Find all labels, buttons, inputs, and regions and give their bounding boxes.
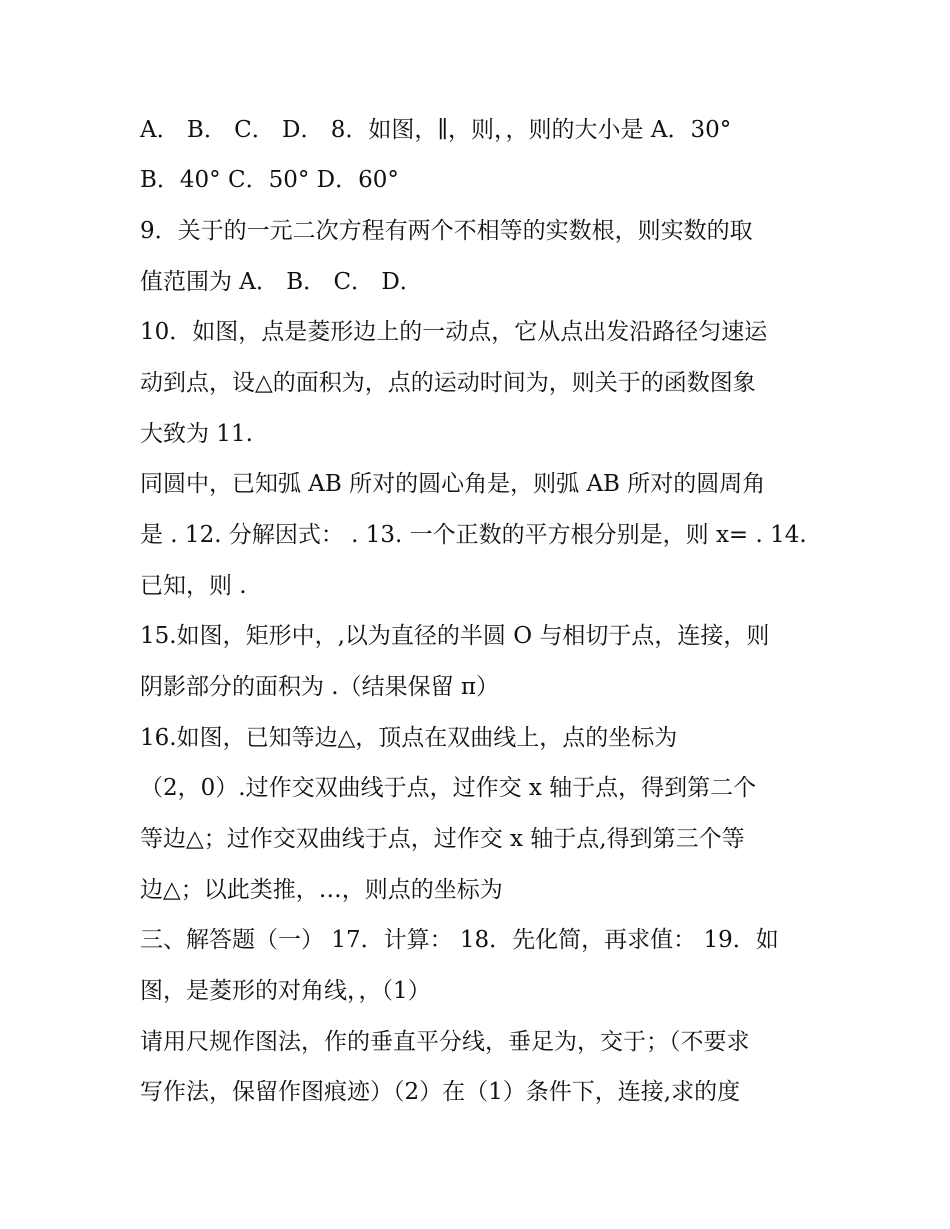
text-line-16: 边△；以此类推，…，则点的坐标为 [140, 877, 503, 903]
text-line-19: 请用尺规作图法，作的垂直平分线，垂足为，交于；（不要求 [140, 1029, 750, 1055]
text-line-11: 15.如图，矩形中，,以为直径的半圆 O 与相切于点，连接，则 [140, 623, 770, 649]
text-line-1: A． B． C． D． 8．如图，∥，则，，则的大小是 A．30° [140, 117, 732, 143]
text-line-20: 写作法，保留作图痕迹）（2）在（1）条件下，连接,求的度 [140, 1079, 741, 1105]
text-line-18: 图，是菱形的对角线，，（1） [140, 978, 431, 1004]
text-line-5: 10．如图，点是菱形边上的一动点，它从点出发沿路径匀速运 [140, 319, 768, 345]
text-line-9: 是 . 12. 分解因式： . 13. 一个正数的平方根分别是，则 x= . 14. [140, 522, 807, 548]
text-line-10: 已知，则 . [140, 573, 247, 599]
text-line-13: 16.如图，已知等边△，顶点在双曲线上，点的坐标为 [140, 725, 678, 751]
text-line-3: 9．关于的一元二次方程有两个不相等的实数根，则实数的取 [140, 218, 753, 244]
text-line-2: B．40° C．50° D．60° [140, 167, 399, 193]
text-line-15: 等边△；过作交双曲线于点，过作交 x 轴于点,得到第三个等 [140, 826, 745, 852]
text-line-6: 动到点，设△的面积为，点的运动时间为，则关于的函数图象 [140, 370, 756, 396]
text-line-12: 阴影部分的面积为 .（结果保留 π） [140, 674, 500, 700]
text-line-7: 大致为 11. [140, 421, 253, 447]
text-line-14: （2，0）.过作交双曲线于点，过作交 x 轴于点，得到第二个 [140, 775, 757, 801]
text-line-17: 三、解答题（一） 17．计算： 18．先化简，再求值： 19．如 [140, 927, 779, 953]
text-line-4: 值范围为 A． B． C． D． [140, 269, 423, 295]
text-line-8: 同圆中，已知弧 AB 所对的圆心角是，则弧 AB 所对的圆周角 [140, 471, 766, 497]
